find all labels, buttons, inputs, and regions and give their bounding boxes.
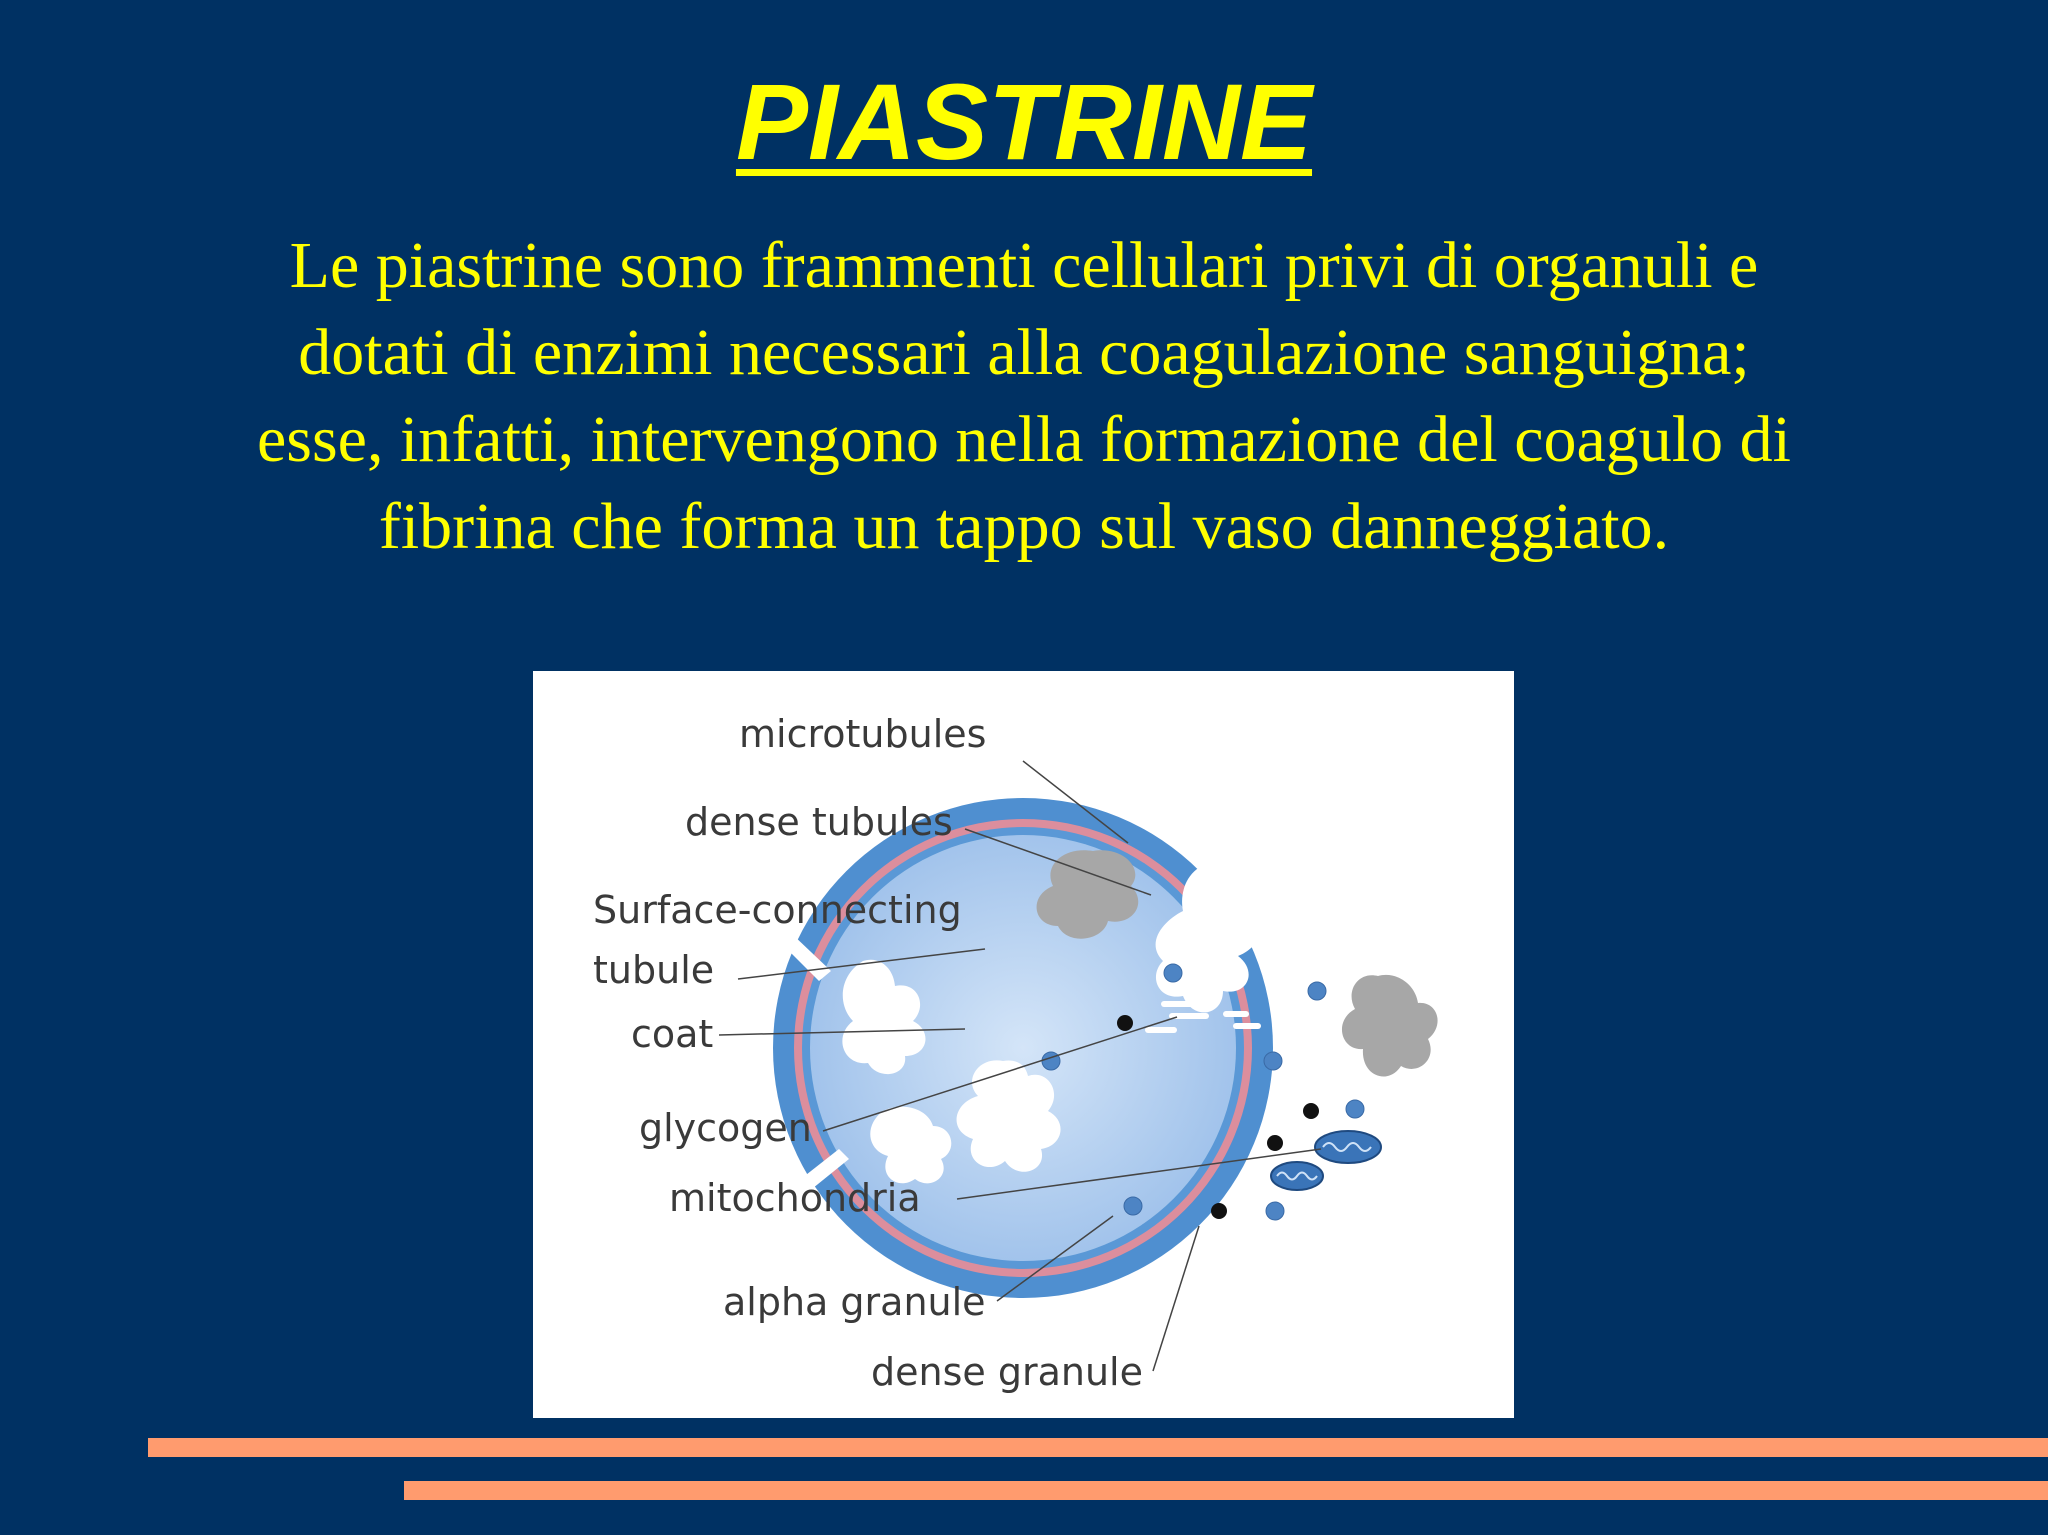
platelet-diagram: [533, 671, 1514, 1418]
label-microtubules: microtubules: [739, 712, 987, 756]
paragraph-line: esse, infatti, intervengono nella formazione del coagulo di: [257, 403, 1791, 476]
glycogen-particle: [1145, 1027, 1177, 1033]
dense-granule-dot: [1267, 1135, 1283, 1151]
dense-granule-dot: [1303, 1103, 1319, 1119]
glycogen-particle: [1223, 1011, 1249, 1017]
dense-granule-dot: [1211, 1203, 1227, 1219]
mitochondrion: [1315, 1131, 1381, 1163]
alpha-granule-dot: [1042, 1052, 1060, 1070]
label-surface-connecting-tubule: tubule: [593, 948, 715, 992]
alpha-granule-dot: [1264, 1052, 1282, 1070]
label-coat: coat: [631, 1012, 714, 1056]
alpha-granule-dot: [1346, 1100, 1364, 1118]
accent-bar-bottom: [404, 1481, 2048, 1500]
surface-channel-opening: [1291, 841, 1353, 933]
alpha-granule-dot: [1164, 964, 1182, 982]
dense-granule-dot: [1117, 1015, 1133, 1031]
accent-bar-top: [148, 1438, 2048, 1457]
glycogen-particle: [1161, 1001, 1197, 1007]
alpha-granule-dot: [1308, 982, 1326, 1000]
label-glycogen: glycogen: [639, 1106, 812, 1150]
paragraph-line: Le piastrine sono frammenti cellulari privi di organuli e: [289, 229, 1759, 302]
slide-paragraph: [150, 222, 1898, 570]
alpha-granule-dot: [1266, 1202, 1284, 1220]
label-mitochondria: mitochondria: [669, 1176, 921, 1220]
dense-tubular-system: [1342, 975, 1438, 1077]
mitochondrion: [1271, 1162, 1323, 1190]
label-surface-connecting: Surface-connecting: [593, 888, 962, 932]
paragraph-line: fibrina che forma un tappo sul vaso danneggiato.: [378, 490, 1670, 563]
label-alpha-granule: alpha granule: [723, 1280, 986, 1324]
glycogen-particle: [1233, 1023, 1261, 1029]
slide-title: PIASTRINE: [735, 61, 1313, 182]
paragraph-line: dotati di enzimi necessari alla coagulazione sanguigna;: [298, 316, 1750, 389]
alpha-granule-dot: [1124, 1197, 1142, 1215]
label-dense-granule: dense granule: [871, 1350, 1143, 1394]
label-dense-tubules: dense tubules: [685, 800, 953, 844]
platelet-cell: [773, 798, 1438, 1298]
